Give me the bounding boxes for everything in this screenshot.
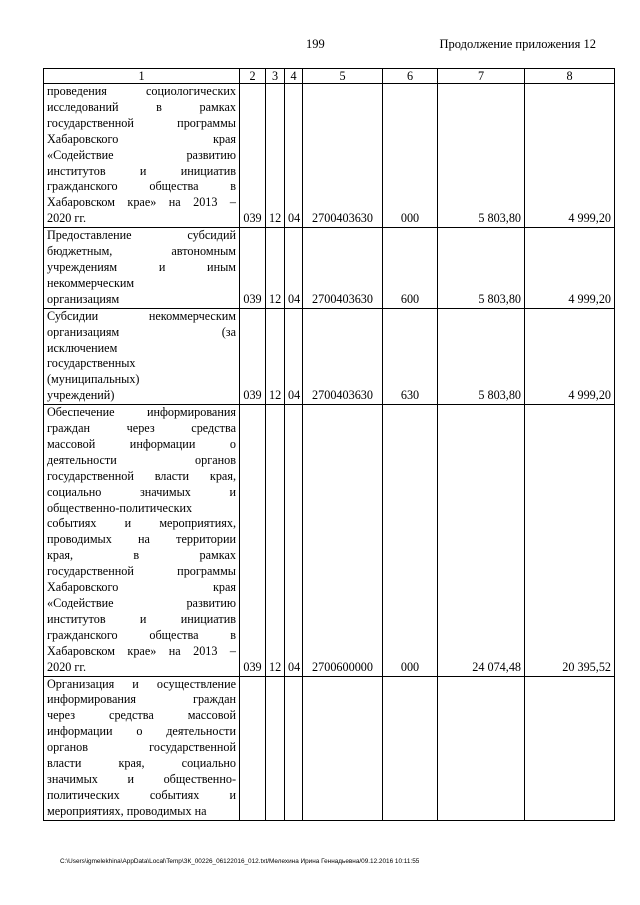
section-code: 12 (266, 84, 285, 228)
description-line: Обеспечение информирования (47, 405, 236, 420)
subsection-code: 04 (285, 308, 303, 404)
amount-year-2: 4 999,20 (525, 84, 615, 228)
expense-type-code (383, 676, 438, 820)
amount-year-1: 5 803,80 (438, 84, 525, 228)
description-line: гражданского общества в (47, 179, 236, 194)
description-line: политических событиях и (47, 787, 236, 802)
amount-year-1: 5 803,80 (438, 308, 525, 404)
table-body (44, 84, 615, 821)
description-line: Предоставление субсидий (47, 228, 236, 243)
description-line: информации о деятельности (47, 724, 236, 739)
amount-year-1: 5 803,80 (438, 228, 525, 309)
row-description (44, 84, 240, 228)
description-line: бюджетным, автономным (47, 244, 236, 259)
description-line: организациям (за (47, 324, 236, 339)
expense-type-code: 000 (383, 405, 438, 676)
description-line: Организация и осуществление (47, 676, 236, 691)
description-line: событиях и мероприятиях, (47, 516, 236, 531)
table-header-row (44, 69, 615, 84)
table-row (44, 308, 615, 404)
column-header: 5 (303, 69, 383, 84)
subsection-code: 04 (285, 84, 303, 228)
description-line: Хабаровском крае» на 2013 – (47, 643, 236, 658)
description-line: исключением (47, 340, 118, 355)
page-number: 199 (306, 37, 325, 51)
amount-year-2: 4 999,20 (525, 228, 615, 309)
column-header: 8 (525, 69, 615, 84)
table-row (44, 405, 615, 676)
description-line: 2020 гг. (47, 211, 87, 226)
description-line: деятельности органов (47, 452, 236, 467)
ministry-code: 039 (240, 228, 266, 309)
ministry-code: 039 (240, 84, 266, 228)
description-line: институтов и инициатив (47, 611, 236, 626)
file-path-footer: C:\Users\igmelekhina\AppData\Local\Temp\ЗК_00226_06122016_012.txt/Мелехина Ирина Геннадьевна/09.12.2016 10:11:55 (60, 858, 420, 865)
ministry-code: 039 (240, 308, 266, 404)
column-header: 7 (438, 69, 525, 84)
table-row (44, 676, 615, 820)
description-line: институтов и инициатив (47, 163, 236, 178)
table-row (44, 84, 615, 228)
description-line: государственной программы (47, 115, 236, 130)
budget-table (43, 68, 615, 821)
row-description (44, 308, 240, 404)
description-line: общественно-политических (47, 500, 193, 515)
description-line: организациям (47, 291, 120, 306)
description-line: Хабаровского края (47, 580, 236, 595)
table-row (44, 228, 615, 309)
expense-type-code: 600 (383, 228, 438, 309)
description-line: Хабаровском крае» на 2013 – (47, 195, 236, 210)
target-article-code (303, 676, 383, 820)
description-line: исследований в рамках (47, 99, 236, 114)
description-line: государственных (47, 356, 136, 371)
ministry-code: 039 (240, 405, 266, 676)
amount-year-2: 4 999,20 (525, 308, 615, 404)
description-line: 2020 гг. (47, 659, 87, 674)
description-line: учреждениям и иным (47, 259, 236, 274)
description-line: проводимых на территории (47, 532, 236, 547)
target-article-code: 2700403630 (303, 308, 383, 404)
amount-year-2: 20 395,52 (525, 405, 615, 676)
description-line: проведения социологических (47, 84, 236, 98)
row-description (44, 228, 240, 309)
description-line: значимых и общественно- (47, 771, 236, 786)
description-line: Хабаровского края (47, 131, 236, 146)
amount-year-1: 24 074,48 (438, 405, 525, 676)
target-article-code: 2700403630 (303, 84, 383, 228)
description-line: учреждений) (47, 388, 115, 403)
column-header: 4 (285, 69, 303, 84)
column-header: 6 (383, 69, 438, 84)
description-line: мероприятиях, проводимых на (47, 803, 207, 818)
column-header: 1 (44, 69, 240, 84)
description-line: информирования граждан (47, 692, 236, 707)
description-line: (муниципальных) (47, 372, 140, 387)
column-header: 3 (266, 69, 285, 84)
amount-year-1 (438, 676, 525, 820)
description-line: власти края, социально (47, 756, 236, 771)
description-line: «Содействие развитию (47, 147, 236, 162)
description-line: гражданского общества в (47, 627, 236, 642)
description-line: края, в рамках (47, 548, 236, 563)
continuation-note: Продолжение приложения 12 (439, 37, 596, 51)
amount-year-2 (525, 676, 615, 820)
description-line: некоммерческим (47, 275, 135, 290)
description-line: Субсидии некоммерческим (47, 308, 236, 323)
expense-type-code: 000 (383, 84, 438, 228)
subsection-code: 04 (285, 228, 303, 309)
description-line: через средства массовой (47, 708, 236, 723)
target-article-code: 2700600000 (303, 405, 383, 676)
section-code (266, 676, 285, 820)
subsection-code: 04 (285, 405, 303, 676)
description-line: «Содействие развитию (47, 596, 236, 610)
target-article-code: 2700403630 (303, 228, 383, 309)
row-description (44, 676, 240, 820)
subsection-code (285, 676, 303, 820)
description-line: граждан через средства (47, 421, 236, 436)
description-line: органов государственной (47, 740, 236, 755)
section-code: 12 (266, 405, 285, 676)
description-line: массовой информации о (47, 436, 236, 451)
expense-type-code: 630 (383, 308, 438, 404)
column-header: 2 (240, 69, 266, 84)
ministry-code (240, 676, 266, 820)
description-line: государственной программы (47, 564, 236, 579)
section-code: 12 (266, 308, 285, 404)
description-line: государственной власти края, (47, 468, 236, 483)
description-line: социально значимых и (47, 484, 236, 499)
row-description (44, 405, 240, 676)
section-code: 12 (266, 228, 285, 309)
